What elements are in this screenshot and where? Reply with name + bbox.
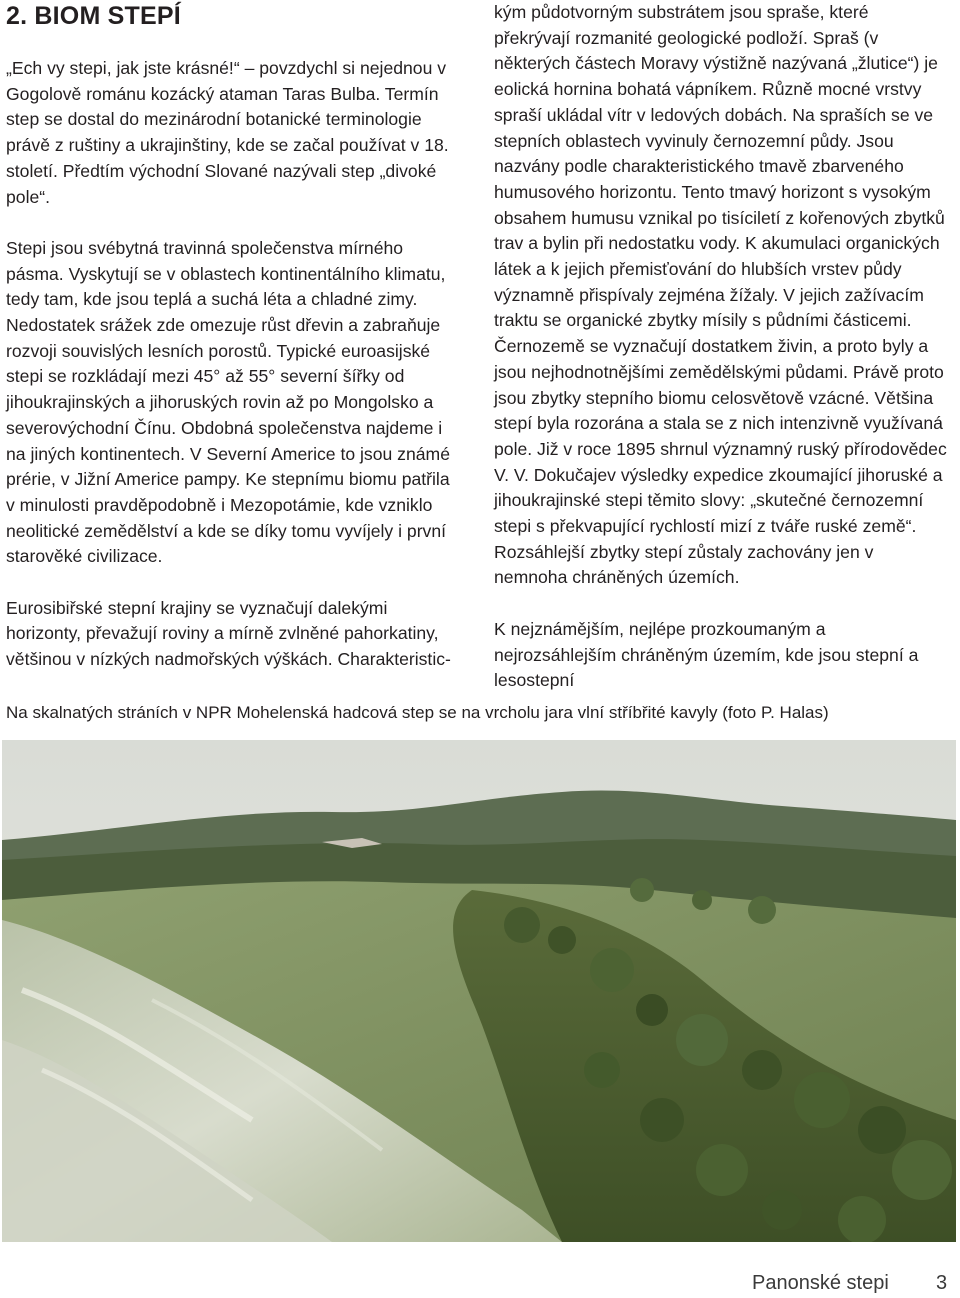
photo-caption: Na skalnatých stráních v NPR Mohelenská hadcová step se na vrcholu jara vlní stříbřité kavyly (foto P. Halas)	[6, 703, 829, 722]
left-column	[6, 56, 461, 673]
right-column	[494, 0, 949, 694]
page-title: 2. BIOM STEPÍ	[6, 2, 181, 30]
page-number: 3	[936, 1272, 948, 1294]
paragraph-protected-areas: K nejznámějším, nejlépe prozkoumaným a nejrozsáhlejším chráněným územím, kde jsou stepní a lesostepní	[494, 618, 919, 691]
paragraph-intro: „Ech vy stepi, jak jste krásné!“ – povzdychl si nejednou v Gogolově románu kozácký ataman Taras Bulba. Termín step se dostal do mezinárodní botanické terminologie právě z ruštiny a ukrajinštiny, kde se začal používat v 18. století. Předtím východní Slované nazývali step „divoké pole“.	[6, 58, 449, 207]
paragraph-loess-chernozem: kým půdotvorným substrátem jsou spraše, které překrývají rozmanité geologické podloží. Spraš (v některých částech Moravy výstižně nazývaná „žlutice“) je eolická hornina bohatá vápníkem. Různě mocné vrstvy spraší ukládal vítr v ledových dobách. Na spraších se ve stepních oblastech vyvinuly černozemní půdy. Jsou nazvány podle charakteristického tmavě zbarveného humusového horizontu. Tento tmavý horizont s vysokým obsahem humusu vznikal po tisíciletí z kořenových zbytků trav a bylin při nedostatku vody. K akumulaci organických látek a k jejich přemisťování do hlubších vrstev půdy významně přispívaly zejména žížaly. V jejich zažívacím traktu se organické zbytky mísily s půdními částicemi. Černozemě se vyznačují dostatkem živin, a proto byly a jsou nejhodnotnějšími zemědělskými půdami. Právě proto jsou zbytky stepního biomu celosvětově vzácné. Většina stepí byla rozorána a stala se z nich intenzivně využívaná pole. Již v roce 1895 shrnul významný ruský přírodovědec V. V. Dokučajev výsledky expedice zkoumající jihoruské a jihoukrajinské stepi těmito slovy: „skutečné černozemní stepi s překvapující rychlostí mizí z tváře ruské země“. Rozsáhlejší zbytky stepí zůstaly zachovány jen v nemnoha chráněných územích.	[494, 2, 947, 588]
paragraph-steppe-definition: Stepi jsou svébytná travinná společenstva mírného pásma. Vyskytují se v oblastech kontinentálního klimatu, tedy tam, kde jsou teplá a suchá léta a chladné zimy. Nedostatek srážek zde omezuje růst dřevin a zabraňuje rozvoji souvislých lesních porostů. Typické euroasijské stepi se rozkládají mezi 45° až 55° severní šířky od jihoukrajinských a jihoruských rovin až po Mongolsko a severovýchodní Čínu. Obdobná společenstva najdeme i na jiných kontinentech. V Severní Americe to jsou známé prérie, v Jižní Americe pampy. Ke stepnímu biomu patřila v minulosti pravděpodobně i Mezopotámie, kde vzniklo neolitické zemědělství a kde se díky tomu vyvíjely i první starověké civilizace.	[6, 237, 450, 567]
paragraph-eurosiberian-landscape: Eurosibiřské stepní krajiny se vyznačují dalekými horizonty, převažují roviny a mírně zvlněné pahorkatiny, většinou v nízkých nadmořských výškách. Charakteristic-	[6, 597, 451, 670]
steppe-landscape-photo	[2, 740, 956, 1242]
footer-publication-title: Panonské stepi	[752, 1272, 889, 1294]
